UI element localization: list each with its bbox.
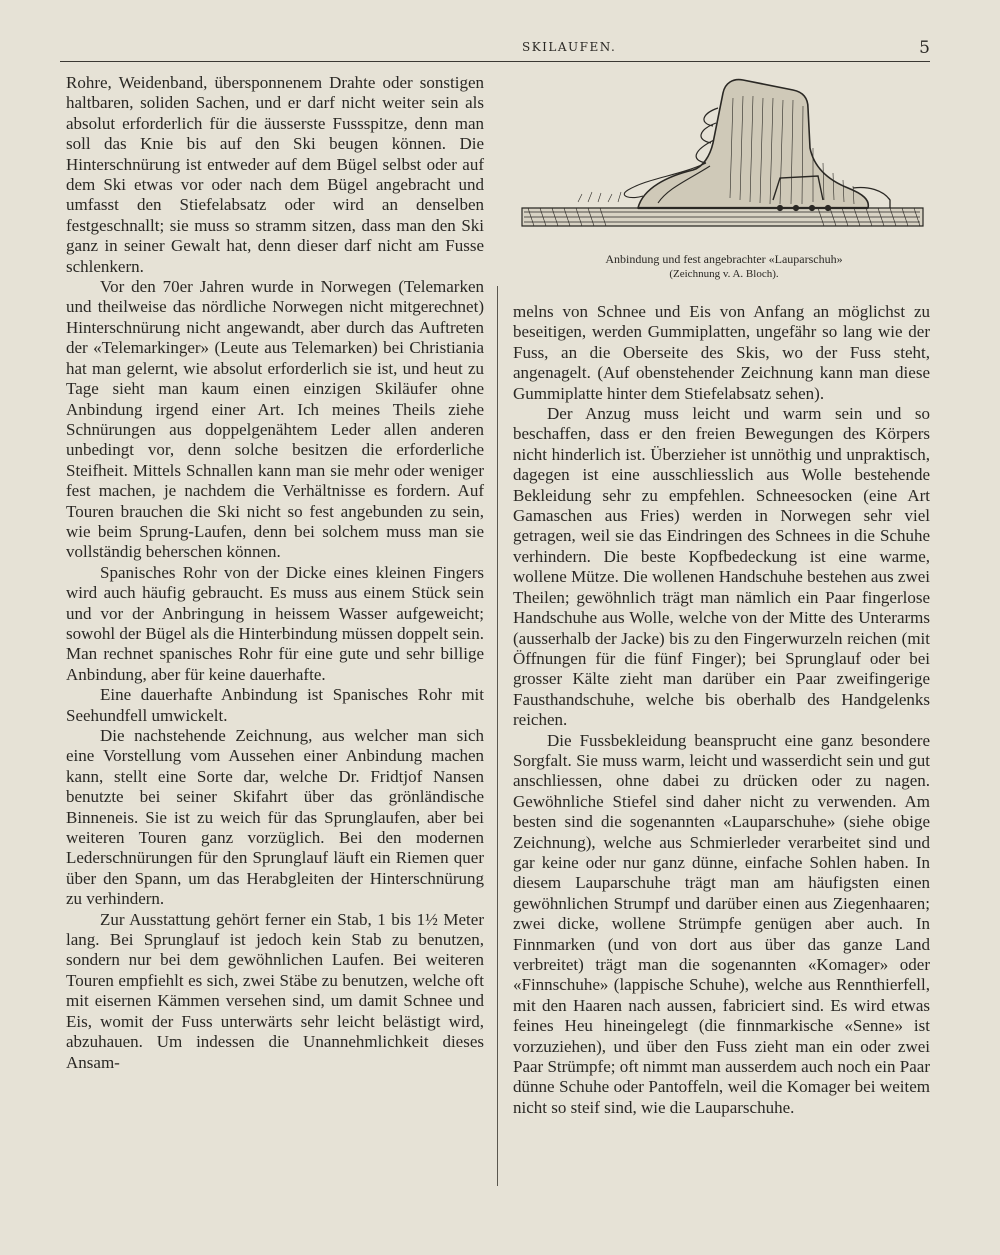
header-rule	[60, 61, 930, 62]
boot-illustration-figure	[518, 68, 930, 288]
right-column	[513, 302, 930, 1118]
paragraph: Der Anzug muss leicht und warm sein und so beschaffen, dass er den freien Bewegungen des Körpers nicht hinderlich ist. Überzieher ist unnöthig und unpraktisch, dagegen ist eine ausschliesslich aus Wolle bestehende Bekleidung sehr zu empfehlen. Schneesocken (eine Art Gamaschen aus Fries) werden in Norwegen sehr viel getragen, weil sie das Eindringen des Schnees in die Schuhe verhindern. Die beste Kopfbedeckung ist eine warme, wollene Mütze. Die wollenen Handschuhe bestehen aus zwei Theilen; gewöhnlich trägt man nämlich ein Paar fingerlose Handschuhe aus Wolle, welche von der Mitte des Unterarms (ausserhalb der Jacke) bis zu den Fingerwurzeln reichen (mit Öffnungen für die fünf Finger); bei Sprunglauf oder bei grosser Kälte zieht man darüber ein Paar zweifingerige Fausthandschuhe, welche bis oberhalb des Handgelenks reichen.	[513, 404, 930, 730]
running-head: SKILAUFEN.	[522, 40, 617, 54]
left-column	[66, 73, 484, 1073]
paragraph: Spanisches Rohr von der Dicke eines kleinen Fingers wird auch häufig gebraucht. Es muss aus einem Stück sein und vor der Anbringung in heissem Wasser aufgeweicht; sowohl der Bügel als die Hinterbindung müssen doppelt sein. Man rechnet spanisches Rohr für eine gute und sehr billige Anbindung, aber für keine dauerhafte.	[66, 562, 484, 684]
figure-caption: Anbindung und fest angebrachter «Lauparschuh»	[605, 252, 843, 266]
page-header	[60, 36, 930, 64]
paragraph: Rohre, Weidenband, übersponnenem Drahte oder sonstigen haltbaren, soliden Sachen, und er darf nicht weiter sein als absolut erforderlich für die äusserste Fussspitze, denn man soll das Knie bis auf den Ski beugen können. Die Hinterschnürung ist entweder auf dem Bügel selbst oder auf dem Ski etwas vor oder nach dem Bügel angebracht und umfasst den Stiefelabsatz oder wird an denselben festgeschnallt; sie muss so stramm sitzen, dass man den Ski ganz in seiner Gewalt hat, denn dieser darf nicht am Fusse schlenkern.	[66, 73, 484, 276]
paragraph: Die Fussbekleidung beansprucht eine ganz besondere Sorgfalt. Sie muss warm, leicht und wasserdicht sein und gut anschliessen, ohne dabei zu drücken oder zu nagen. Gewöhnliche Stiefel sind daher nicht zu verwenden. Am besten sind die sogenannten «Lauparschuhe» (siehe obige Zeichnung), welche aus Schmierleder verarbeitet sind und gar keine oder nur ganz dünne, einfache Sohlen haben. In diesem Lauparschuhe trägt man am häufigsten einen gewöhnlichen Strumpf und darüber einen aus Ziegenhaaren; zwei dicke, wollene Strümpfe genügen aber auch. In Finnmarken (und von dort aus über das ganze Land verbreitet) trägt man die sogenannten «Komager» oder «Finnschuhe» (lappische Schuhe), welche aus Rennthierfell, mit den Haaren nach aussen, fabriciert sind. Es wird etwas feines Heu hineingelegt (die finnmarkische «Senne» ist vorzuziehen), und über den Fuss zieht man ein oder zwei Paar Strümpfe; oft nimmt man ausserdem auch noch ein Paar dünne Schuhe oder Pantoffeln, weil die Komager bei weitem nicht so steif sind, wie die Lauparschuhe.	[513, 730, 930, 1117]
lauparschuh-drawing	[518, 68, 930, 250]
paragraph: Die nachstehende Zeichnung, aus welcher man sich eine Vorstellung vom Aussehen einer Anbindung machen kann, stellt eine Sorte dar, welche Dr. Fridtjof Nansen benutzte bei seiner Skifahrt über das grönländische Binneneis. Sie ist zu weich für das Sprunglaufen, aber bei weiteren Touren ganz vorzüglich. Bei den modernen Lederschnürungen für den Sprunglauf läuft ein Riemen quer über den Spann, um das Herabgleiten der Hinterschnürung zu verhindern.	[66, 726, 484, 909]
column-divider	[497, 286, 498, 1186]
figure-credit: (Zeichnung v. A. Bloch).	[669, 268, 779, 280]
paragraph: Zur Ausstattung gehört ferner ein Stab, 1 bis 1½ Meter lang. Bei Sprunglauf ist jedoch kein Stab zu benutzen, sondern nur bei dem gewöhnlichen Laufen. Bei weiteren Touren empfiehlt es sich, zwei Stäbe zu benutzen, welche oft mit eisernen Kämmen versehen sind, um damit Schnee und Eis, womit der Fuss unterwärts sehr leicht belästigt wird, abzuhauen. Um indessen die Unannehmlichkeit dieses Ansam-	[66, 909, 484, 1072]
page-number: 5	[919, 38, 930, 58]
paragraph: melns von Schnee und Eis von Anfang an möglichst zu beseitigen, werden Gummiplatten, ungefähr so lang wie der Fuss, an die Oberseite des Skis, wo der Fuss steht, angenagelt. (Auf obenstehender Zeichnung kann man diese Gummiplatte hinter dem Stiefelabsatz sehen).	[513, 302, 930, 403]
paragraph: Vor den 70er Jahren wurde in Norwegen (Telemarken und theilweise das nördliche Norwegen nicht mitgerechnet) Hinterschnürung nicht angewandt, aber durch das Auftreten der «Telemarkinger» (Leute aus Telemarken) bei Christiania hat man gelernt, wie absolut erforderlich sie ist, und heut zu Tage sieht man kaum einen einzigen Skiläufer ohne Anbindung irgend einer Art. Ich meines Theils ziehe Schnürungen aus doppelgenähtem Leder allen anderen unbedingt vor, denn solche besitzen die erforderliche Steifheit. Mittels Schnallen kann man sie mehr oder weniger fest machen, je nachdem die Verhältnisse es fordern. Auf Touren brauchen die Ski nicht so fest angebunden zu sein, wie beim Sprung-Laufen, denn bei solchem muss man sie vollständig beherschen können.	[66, 277, 484, 562]
paragraph: Eine dauerhafte Anbindung ist Spanisches Rohr mit Seehundfell umwickelt.	[66, 685, 484, 725]
